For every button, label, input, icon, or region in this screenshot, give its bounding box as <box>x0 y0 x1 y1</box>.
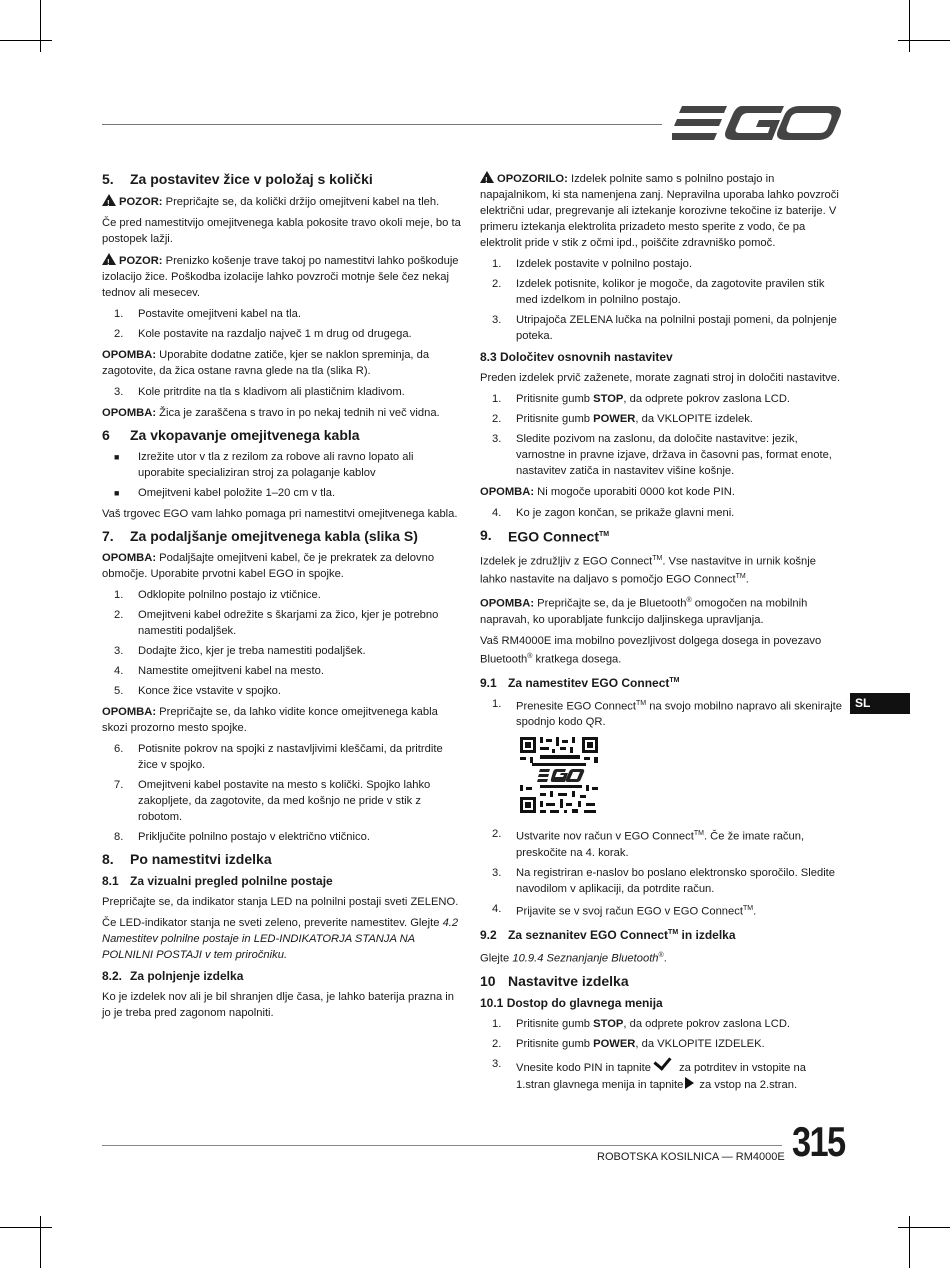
crop-mark <box>909 0 910 52</box>
section-5-heading <box>102 170 462 188</box>
list-item: 3. Kole pritrdite na tla s kladivom ali plastičnim kladivom. <box>114 386 405 398</box>
paragraph: Vaš RM4000E ima mobilno povezljivost dolgega dosega in povezavo Bluetooth® kratkega dosega. <box>480 634 822 666</box>
steps-list <box>480 256 842 344</box>
list-item: 3. Dodajte žico, kjer je treba namestiti podaljšek. <box>114 645 366 657</box>
paragraph: Vaš trgovec EGO vam lahko pomaga pri namestitvi omejitvenega kabla. <box>102 508 458 520</box>
steps-list <box>480 696 842 731</box>
section-8-heading: 8. Po namestitvi izdelka <box>102 851 272 867</box>
list-item: 4. Namestite omejitveni kabel na mesto. <box>114 665 324 677</box>
subsection-8-3-heading: 8.3 Določitev osnovnih nastavitev <box>480 350 673 364</box>
subsection-9-1-heading: 9.1 Za namestitev EGO Connect™ <box>480 675 680 690</box>
ego-logo <box>672 104 844 147</box>
right-column <box>480 170 842 1098</box>
paragraph: Preden izdelek prvič zaženete, morate zagnati stroj in določiti nastavitve. <box>480 372 841 384</box>
list-item: 3. Vnesite kodo PIN in tapnite za potrditev in vstopite na 1.stran glavnega menija in tapnite za vstop na 2.stran. <box>480 1056 842 1093</box>
list-item: 2. Izdelek potisnite, kolikor je mogoče, da zagotovite pravilen stik med izdelkom in polnilno postajo. <box>492 278 825 306</box>
list-item: 1. Prenesite EGO Connect™ na svojo mobilno napravo ali skenirajte spodnjo kodo QR. <box>492 697 843 729</box>
note: OPOMBA: Uporabite dodatne zatiče, kjer se naklon spreminja, da zagotovite, da žica ostane ravna glede na tla (slika R). <box>102 349 430 377</box>
list-item: 2. Pritisnite gumb POWER, da VKLOPITE IZDELEK. <box>492 1037 765 1050</box>
qr-code[interactable] <box>518 735 842 820</box>
subsection-9-2-heading: 9.2 Za seznanitev EGO Connect™ in izdelka <box>480 927 736 942</box>
note: OPOMBA: Podaljšajte omejitveni kabel, če je prekratek za delovno območje. Uporabite prvotni kabel EGO in spojke. <box>102 552 435 580</box>
bullet-list <box>102 449 462 501</box>
note: OPOMBA: Prepričajte se, da je Bluetooth® omogočen na mobilnih napravah, ko uporabljate funkcijo daljinskega upravljanja. <box>480 597 808 626</box>
footer-rule <box>102 1145 782 1146</box>
list-item: 2. Pritisnite gumb POWER, da VKLOPITE izdelek. <box>492 413 753 425</box>
list-item: 3. Utripajoča ZELENA lučka na polnilni postaji pomeni, da polnjenje poteka. <box>492 314 837 342</box>
note: OPOMBA: Ni mogoče uporabiti 0000 kot kode PIN. <box>480 486 735 498</box>
list-item: 1. Pritisnite gumb STOP, da odprete pokrov zaslona LCD. <box>492 393 791 405</box>
subsection-10-1-heading: 10.1 Dostop do glavnega menija <box>480 995 663 1010</box>
section-10-heading: 10 Nastavitve izdelka <box>480 972 629 989</box>
steps-list <box>102 587 462 699</box>
list-item: ■ Izrežite utor v tla z rezilom za robove ali ravno lopato ali uporabite specializiran stroj za polaganje kablov <box>102 449 462 481</box>
paragraph: Če pred namestitvijo omejitvenega kabla pokosite travo okoli meje, bo ta postopek lažji. <box>102 217 461 245</box>
paragraph: Glejte 10.9.4 Seznanjanje Bluetooth®. <box>480 951 667 965</box>
warning-note: !OPOZORILO: Izdelek polnite samo s polnilno postajo in napajalnikom, ki sta namenjena zanj. Nepravilna uporaba lahko povzroči električni udar, pregrevanje ali iztekanje korozivne tekočine iz baterije. V primeru iztekanja elektrolita prizadeto mesto sperite z vodo, če pa elektrolit pride v stik z očmi ipd., poiščite zdravniško pomoč. <box>480 170 842 251</box>
paragraph: Ko je izdelek nov ali je bil shranjen dlje časa, je lahko baterija prazna in jo je treba pred zagonom napolniti. <box>102 991 454 1019</box>
steps-list <box>480 505 842 521</box>
list-item: 1. Postavite omejitveni kabel na tla. <box>114 308 301 320</box>
list-item: 2. Kole postavite na razdaljo največ 1 m drug od drugega. <box>114 328 412 340</box>
list-item: 8. Priključite polnilno postajo v električno vtičnico. <box>114 831 370 843</box>
crop-mark <box>40 1216 41 1268</box>
list-item: 4. Ko je zagon končan, se prikaže glavni meni. <box>492 507 735 519</box>
steps-list <box>480 826 842 919</box>
list-item: 1. Odklopite polnilno postajo iz vtičnice. <box>114 589 321 601</box>
subsection-8-1-heading: 8.1 Za vizualni pregled polnilne postaje <box>102 874 333 888</box>
steps-list <box>102 384 462 400</box>
bullet-icon: ■ <box>114 452 120 462</box>
warning-icon <box>102 253 116 265</box>
bullet-icon: ■ <box>114 488 120 498</box>
caution-note: !POZOR: Prepričajte se, da količki držijo omejitveni kabel na tleh. <box>102 193 462 210</box>
paragraph: Prepričajte se, da indikator stanja LED na polnilni postaji sveti ZELENO. <box>102 896 459 908</box>
list-item: 3. Na registriran e-naslov bo poslano elektronsko sporočilo. Sledite navodilom v aplikaciji, da potrdite račun. <box>492 867 836 896</box>
section-title: Za postavitev žice v položaj s količki <box>130 171 373 187</box>
list-item: 2. Omejitveni kabel odrežite s škarjami za žico, kjer je potrebno namestiti podaljšek. <box>114 609 439 637</box>
note: OPOMBA: Žica je zaraščena s travo in po nekaj tednih ni več vidna. <box>102 407 440 419</box>
checkmark-icon <box>653 1052 671 1071</box>
note: OPOMBA: Prepričajte se, da lahko vidite konce omejitvenega kabla skozi prozorno mesto spojke. <box>102 706 438 734</box>
crop-mark <box>0 40 52 41</box>
caution-note: !POZOR: Prenizko košenje trave takoj po namestitvi lahko poškoduje izolacijo žice. Poškodba izolacije lahko povzroči motnje šele čez nekaj tednov ali mesecev. <box>102 252 462 301</box>
list-item: 4. Prijavite se v svoj račun EGO v EGO Connect™. <box>492 903 757 918</box>
header-rule <box>102 124 662 125</box>
section-9-heading: 9. EGO Connect™ <box>480 527 610 545</box>
crop-mark <box>0 1227 52 1228</box>
left-column <box>102 170 462 1026</box>
steps-list <box>102 741 462 845</box>
list-item: 1. Pritisnite gumb STOP, da odprete pokrov zaslona LCD. <box>492 1017 791 1030</box>
crop-mark <box>40 0 41 52</box>
list-item: ■ Omejitveni kabel položite 1–20 cm v tla. <box>102 485 462 501</box>
crop-mark <box>898 40 950 41</box>
page-number: 315 <box>792 1118 845 1165</box>
paragraph: Če LED-indikator stanja ne sveti zeleno, preverite namestitev. Glejte 4.2 Namestitev polnilne postaje in LED-INDIKATORJA STANJA NA POLNILNI POSTAJI v tem priročniku. <box>102 917 459 961</box>
paragraph: Izdelek je združljiv z EGO Connect™. Vse nastavitve in urnik košnje lahko nastavite na daljavo s pomočjo EGO Connect™. <box>480 554 816 587</box>
section-7-heading: 7. Za podaljšanje omejitvenega kabla (slika S) <box>102 528 418 544</box>
language-tab: SL <box>850 693 910 714</box>
list-item: 3. Sledite pozivom na zaslonu, da določite nastavitve: jezik, varnostne in pravne izjave, država in časovni pas, format enote, nastavitev zatiča in nastavitev višine košnje. <box>492 433 832 477</box>
crop-mark <box>898 1227 950 1228</box>
play-arrow-icon <box>685 1077 694 1089</box>
steps-list <box>102 306 462 342</box>
steps-list <box>480 1016 842 1093</box>
list-item: 7. Omejitveni kabel postavite na mesto s količki. Spojko lahko zakopljete, da zagotovite, da med košnjo ne pride v stik z robotom. <box>114 779 431 823</box>
list-item: 2. Ustvarite nov račun v EGO Connect™. Če že imate račun, preskočite na 4. korak. <box>492 828 805 860</box>
list-item: 6. Potisnite pokrov na spojki z nastavljivimi kleščami, da pritrdite žice v spojko. <box>114 743 443 771</box>
footer-title: ROBOTSKA KOSILNICA — RM4000E <box>597 1151 785 1163</box>
list-item: 5. Konce žice vstavite v spojko. <box>114 685 282 697</box>
warning-icon <box>102 194 116 206</box>
crop-mark <box>909 1216 910 1268</box>
list-item: 1. Izdelek postavite v polnilno postajo. <box>492 258 693 270</box>
warning-icon <box>480 171 494 183</box>
section-number: 5. <box>102 171 114 187</box>
subsection-8-2-heading: 8.2. Za polnjenje izdelka <box>102 969 244 983</box>
section-6-heading: 6 Za vkopavanje omejitvenega kabla <box>102 427 360 443</box>
steps-list <box>480 391 842 479</box>
